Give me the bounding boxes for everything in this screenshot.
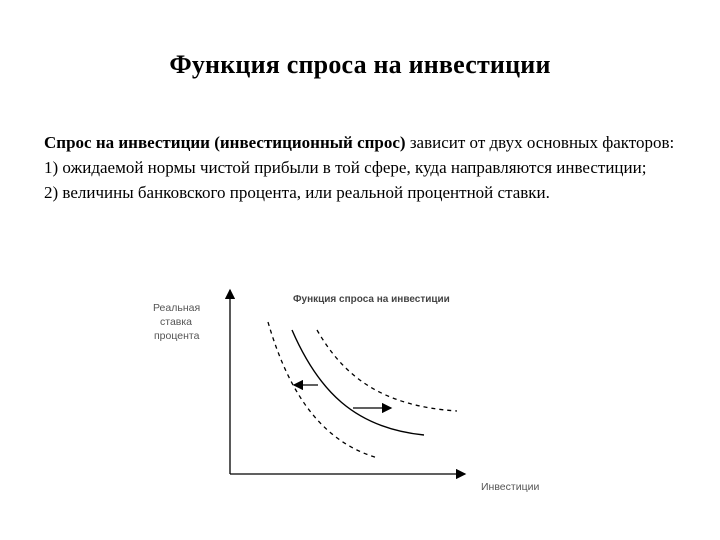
demand-curve-left-dashed — [268, 322, 378, 458]
factor-1: 1) ожидаемой нормы чистой прибыли в той сфере, куда направляются инвестиции; — [44, 158, 647, 177]
factor-2: 2) величины банковского процента, или реальной процентной ставки. — [44, 183, 550, 202]
investment-demand-diagram — [140, 278, 560, 493]
diagram-title: Функция спроса на инвестиции — [293, 294, 450, 305]
y-axis-label-line-3: процента — [154, 330, 200, 342]
y-axis-label-line-2: ставка — [160, 316, 193, 328]
body-text — [44, 130, 684, 205]
definition-text: зависит от двух основных факторов: — [405, 133, 675, 152]
definition-term: Спрос на инвестиции (инвестиционный спрос) — [44, 133, 406, 152]
x-axis-label: Инвестиции — [481, 481, 540, 493]
y-axis-label-line-1: Реальная — [153, 302, 201, 314]
demand-curve-center-solid — [292, 330, 424, 435]
paragraph-definition — [44, 130, 684, 155]
slide-title: Функция спроса на инвестиции — [169, 50, 551, 79]
